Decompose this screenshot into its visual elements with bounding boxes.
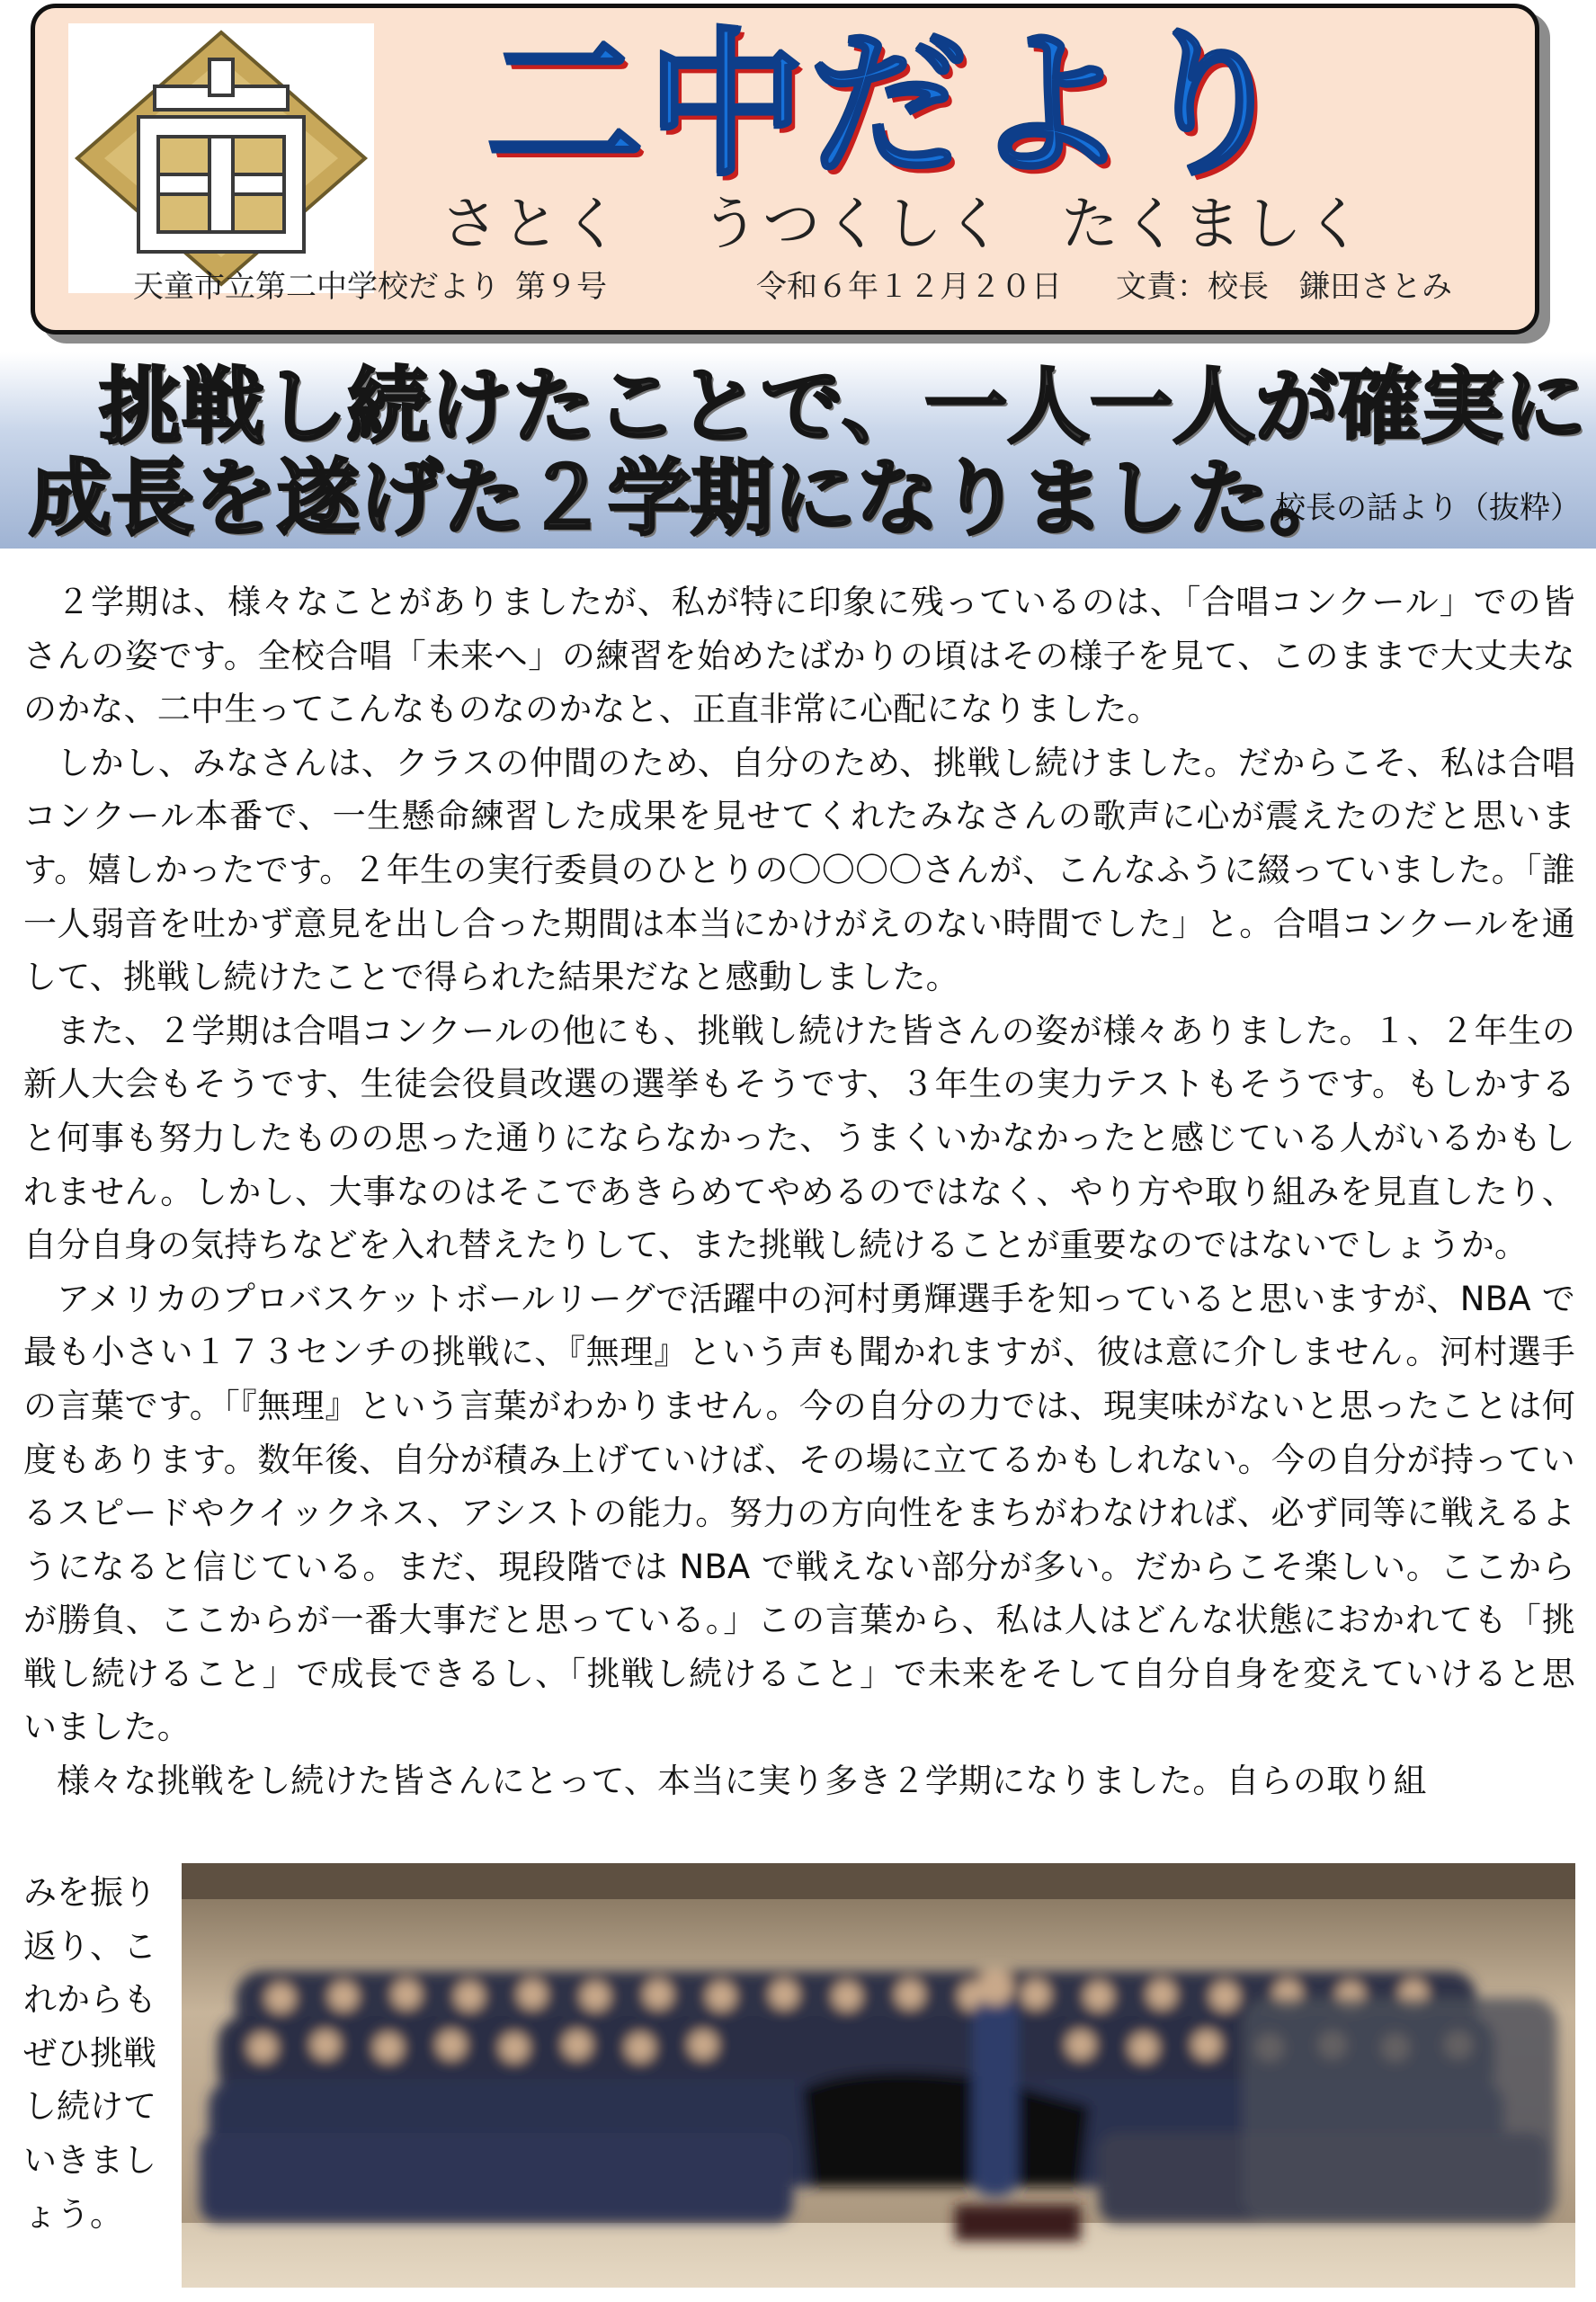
publication-name: 天童市立第二中学校だより bbox=[133, 269, 500, 305]
paragraph: ２学期は、様々なことがありましたが、私が特に印象に残っているのは、「合唱コンクール」での皆さんの姿です。全校合唱「未来へ」の練習を始めたばかりの頃はその様子を見て、このままで大丈夫なのかな、二中生ってこんなものなのかなと、正直非常に心配になりました。 bbox=[23, 583, 1575, 729]
paragraph: アメリカのプロバスケットボールリーグで活躍中の河村勇輝選手を知っていると思いますが、NBA で最も小さい１７３センチの挑戦に、『無理』という声も聞かれますが、彼は意に介しません。河村選手の言葉です。「『無理』という言葉がわかりません。今の自分の力では、現実味がないと思ったことは何度もあります。数年後、自分が積み上げていけば、その場に立てるかもしれない。今の自分が持っているスピードやクイックネス、アシストの能力。努力の方向性をまちがわなければ、必ず同等に戦えるようになると信じている。まだ、現段階では NBA で戦えない部分が多い。だからこそ楽しい。ここからが勝負、ここからが一番大事だと思っている。」この言葉から、私は人はどんな状態におかれても「挑戦し続けること」で成長できるし、「挑戦し続けること」で未来をそして自分自身を変えていけると思いました。 bbox=[23, 1279, 1575, 1747]
article-body bbox=[23, 576, 1575, 1808]
paragraph: また、２学期は合唱コンクールの他にも、挑戦し続けた皆さんの姿が様々ありました。１、２年生の新人大会もそうです、生徒会役員改選の選挙もそうです、３年生の実力テストもそうです。もしかすると何事も努力したものの思った通りにならなかった、うまくいかなかったと感じている人がいるかもしれません。しかし、大事なのはそこであきらめてやめるのではなく、やり方や取り組みを見直したり、自分自身の気持ちなどを入れ替えたりして、また挑戦し続けることが重要なのではないでしょうか。 bbox=[23, 1011, 1575, 1265]
paragraph: 様々な挑戦をし続けた皆さんにとって、本当に実り多き２学期になりました。自らの取り組 bbox=[57, 1762, 1427, 1801]
paragraph: しかし、みなさんは、クラスの仲間のため、自分のため、挑戦し続けました。だからこそ、私は合唱コンクール本番で、一生懸命練習した成果を見せてくれたみなさんの歌声に心が震えたのだと思います。嬉しかったです。２年生の実行委員のひとりの〇〇〇〇さんが、こんなふうに綴っていました。「誰一人弱音を吐かず意見を出し合った期間は本当にかけがえのない時間でした」と。合唱コンクールを通して、挑戦し続けたことで得られた結果だなと感動しました。 bbox=[23, 743, 1575, 997]
issue-date: 令和６年１２月２０日 bbox=[756, 269, 1062, 305]
headline-line-2: 成長を遂げた２学期になりました。 bbox=[29, 451, 1353, 547]
motto-item: たくましく bbox=[1061, 192, 1367, 258]
closing-text: みを振り返り、これからもぜひ挑戦し続けていきましょう。 bbox=[23, 1873, 156, 2234]
issue-number: 第９号 bbox=[515, 269, 607, 305]
headline-source-note: 校長の話より（抜粋） bbox=[1275, 490, 1581, 526]
motto-item: うつくしく bbox=[701, 192, 1007, 258]
school-motto bbox=[441, 187, 1448, 263]
issue-info bbox=[133, 266, 1500, 308]
school-emblem-logo bbox=[68, 23, 374, 293]
chorus-photo bbox=[182, 1863, 1575, 2288]
newsletter-title: 二中だより bbox=[486, 13, 1296, 198]
headline-line-1: 挑戦し続けたことで、一人一人が確実に bbox=[99, 359, 1587, 455]
author-credit: 文責：校長 鎌田さとみ bbox=[1116, 269, 1452, 305]
motto-item: さとく bbox=[441, 192, 624, 258]
